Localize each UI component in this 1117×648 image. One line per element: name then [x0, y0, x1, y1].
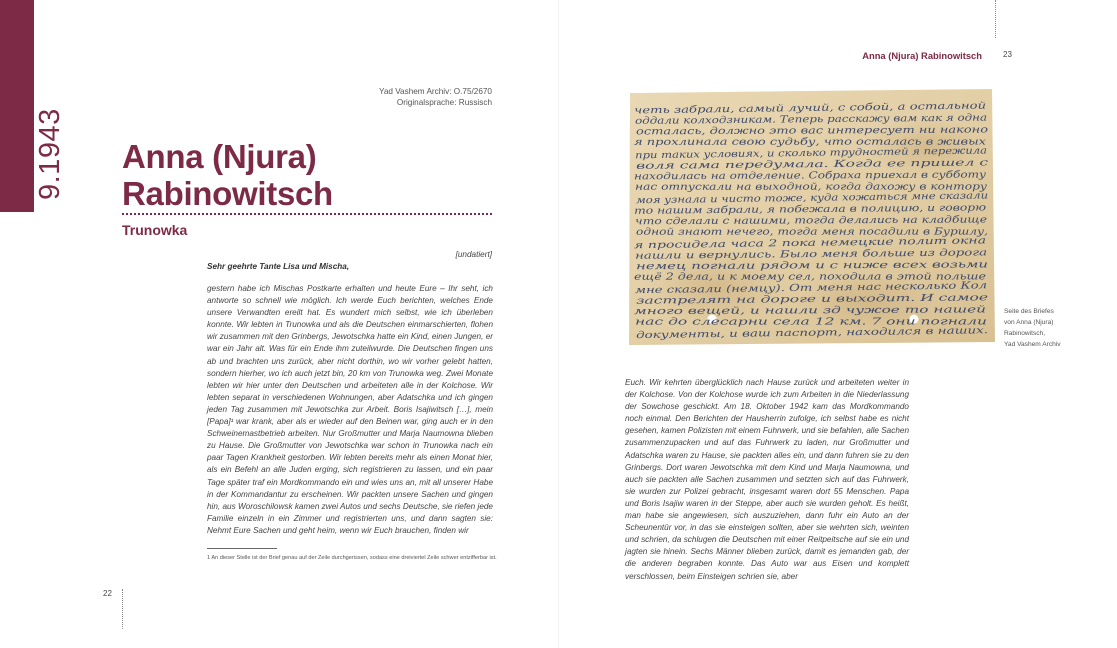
letter-body-left [207, 283, 493, 537]
handwriting-line: нашли и вернулись. Было меня больше из дорога [635, 248, 888, 262]
title-line-2: Rabinowitsch [122, 175, 333, 212]
handwriting-line: четь забрали, самый лучий, с собой, а остальной [634, 101, 891, 117]
handwriting-line: находилась на отделение. Собраха приехал в субботу [634, 169, 915, 183]
page-gutter [558, 0, 559, 648]
archive-source [300, 86, 492, 108]
handwriting-line: мне сказали (немцу). От меня нас несколько Кол [635, 281, 891, 297]
handwriting-line: много вещей, и нашли зд чужое то нашей [634, 305, 855, 318]
handwriting-line: воля сама передумала. Когда ее пришел с [636, 158, 853, 172]
handwriting [634, 100, 989, 341]
caption-line: von Anna (Njura) [1004, 319, 1054, 326]
handwriting-line: нас до слесарни села 12 км. 7 они погнали [635, 316, 853, 328]
date-label: 9.1943 [34, 108, 66, 200]
caption-line: Yad Vashem Archiv [1004, 341, 1061, 348]
footnote: 1 An dieser Stelle ist der Brief genau auf der Zeile durchgerissen, sodass eine dreiviertel Zeile schwer entzifferbar ist. [207, 555, 497, 561]
handwriting-line: я просидела часа 2 пока немецкие полит окна [634, 236, 875, 252]
handwriting-line: осталась, должно это вас интересует ни наконо [636, 125, 897, 138]
footnote-rule [207, 548, 277, 549]
letter-photo-svg [626, 87, 996, 347]
handwriting-line: моя узнала и чисто тоже, куда хожаться мне сказали [636, 191, 926, 207]
photo-caption [1004, 306, 1114, 350]
handwriting-line: немец погнали рядом и с ниже всех возьми [636, 260, 862, 273]
page-number-left: 22 [103, 589, 112, 598]
original-language: Originalsprache: Russisch [396, 98, 492, 107]
undated-note: [undatiert] [455, 250, 492, 259]
header-divider [995, 0, 996, 38]
page-number-right: 23 [1003, 50, 1012, 59]
caption-line: Rabinowitsch, [1004, 330, 1046, 337]
place-subtitle: Trunowka [122, 222, 188, 238]
handwriting-line: то нашим забрали, я побежала в полицию, и говорю [634, 203, 908, 217]
page-title [122, 138, 502, 212]
title-line-1: Anna (Njura) [122, 138, 317, 175]
running-head: Anna (Njura) Rabinowitsch [862, 50, 982, 61]
handwriting-line: при таких условиях, и сколько трудностей я пережила [635, 146, 927, 162]
handwriting-line: документы, и ваш паспорт, находился в наших. [636, 326, 887, 342]
handwriting-line: я прохлинала свою судьбу, что осталась в живых [634, 136, 894, 148]
handwriting-line: застрелят на дороге и выходит. И самое [636, 293, 854, 307]
letter-body-right: Euch. Wir kehrten überglücklich nach Hause zurück und arbeiteten weiter in der Kolchose. Von der Kolchose wurde ich zum Arbeiten in die Niederlassung der Sowchose geschickt. Am 18. Oktober 1942 kam das Mordkommando noch einmal. Den Berichten der Hausherrin zufolge, ich selbst habe es nicht gesehen, kamen Polizisten mit einem Fuhrwerk, und sie befahlen, alle Sachen zusammenzupacken und auf das Fuhrwerk zu laden, nur Großmutter und Adatschka waren zu Hause, sie packten alles ein, und dann fuhren sie zu den Grinbergs. Dort waren Jewotschka mit dem Kind und Marja Naumowna, und auch sie packten alle Sachen zusammen und setzten sich auf das Fuhrwerk, sie wurden zur Polizei gebracht, insgesamt waren dort 55 Menschen. Papa und Boris Isajiw waren in der Steppe, aber auch sie wurden geholt. Es heißt, man habe sie angewiesen, sich auszuziehen, dann fuhr ein Auto an der Scheunentür vor, in das sie einsteigen sollten, aber sie wehrten sich, weinten und schrien, da schlugen die Deutschen mit einer Reitpeitsche auf sie ein und jagten sie hinein. Sechs Männer blieben zurück, damit es jemanden gab, der die anderen begraben konnte. Das Auto war aus Eisen und komplett verschlossen, beim Einsteigen schrien sie, aber [625, 378, 909, 581]
handwriting-line: одной знают нечего, тогда меня посадили в Буршлу, [636, 226, 914, 238]
date-band [0, 0, 34, 212]
handwriting-line: оддали колходзникам. Теперь расскажу вам как я одна [635, 113, 920, 127]
caption-line: Seite des Briefes [1004, 308, 1054, 315]
archive-reference: Yad Vashem Archiv: O.75/2670 [378, 87, 492, 96]
handwriting-line: что сделали с нашими, тогда делались на кладбище [635, 214, 910, 228]
dotted-rule [122, 213, 492, 215]
letter-photo [626, 87, 996, 347]
page-number-divider [122, 589, 123, 629]
letter-greeting: Sehr geehrte Tante Lisa und Mischa, [207, 262, 350, 271]
body-paragraph: gestern habe ich Mischas Postkarte erhalten und heute Eure – Ihr seht, ich antworte so schnell wie möglich. Ich werde Euch berichten, welches Ende unsere Verwandten ereilt hat. Es wundert mich selbst, wie ich überleben konnte. Wir lebten in Trunowka und als die Deutschen einmarschierten, flohen wir zusammen mit den Grinbergs, Jewotschka hatte ein Kind, einen Jungen, er war ein Jahr alt. Was für ein Ende ihm zuteilwurde. Die Deutschen fingen uns ab und brachten uns zurück, aber nicht dorthin, wo wir vorher gelebt hatten, sondern hierher, wo ich auch jetzt bin, 20 km von Trunowka weg. Zwei Monate lebten wir hier unter den Deutschen und arbeiteten alle in der Kolchose. Wir lebten separat in verschiedenen Wohnungen, aber Adatschka und ich gingen jeden Tag zusammen mit Jewotschka zur Arbeit. Boris Isajiwitsch […], mein [Papa]¹ war krank, aber als er wieder auf den Beinen war, ging auch er in den Schweinemastbetrieb arbeiten. Nur Großmutter und Marja Naumowna blieben zu Hause. Die Großmutter von Jewotschka war schon in Trunowka nach ein paar Tagen Krankheit gestorben. Wir lebten bereits mehr als einen Monat hier, als ein Befehl an alle Juden erging, sich registrieren zu lassen, und ein paar Tage später traf ein Mordkommando ein und wies uns an, mit all unserer Habe in der Kommandantur zu erscheinen. Wir packten unsere Sachen und gingen hin, aus Woroschilowsk kamen zwei Autos und sechs Deutsche, sie riefen jede Familie einzeln in ein Zimmer und registrierten uns, und dann sagten sie: Nehmt Eure Sachen und geht heim, wenn wir Euch brauchen, finden wir [207, 284, 493, 535]
handwriting-line: нас отпускали на выходной, когда дахожу в контору [635, 181, 912, 193]
handwriting-line: ещё 2 дела, и к моему сел, походила в этой польше [634, 271, 901, 283]
